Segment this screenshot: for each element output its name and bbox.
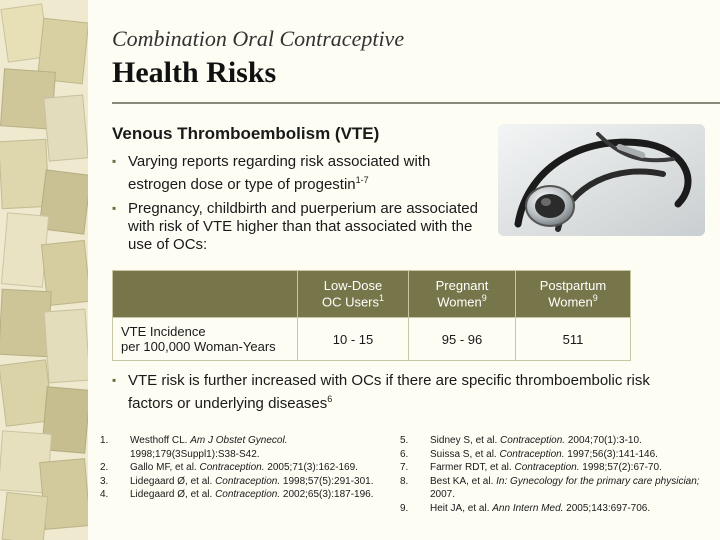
reference-details: 1998;179(3Suppl1):S38-S42.: [130, 448, 260, 460]
header-line2: Women: [548, 294, 593, 310]
reference-number: 6.: [400, 448, 409, 460]
bullet-text: VTE risk is further increased with OCs if there are specific thromboembolic risk factors or underlying diseases: [128, 372, 650, 412]
reference-details: 2004;70(1):3-10.: [565, 435, 642, 446]
header-line2: Women: [437, 294, 482, 310]
decorative-mosaic: [0, 0, 88, 540]
slide-subtitle: Combination Oral Contraceptive: [112, 26, 405, 51]
bullet-citation: 6: [327, 394, 333, 404]
row-label-line1: VTE Incidence: [121, 324, 206, 339]
table-header-row: [113, 271, 631, 318]
reference-authors: Best KA, et al.: [430, 475, 497, 487]
reference-details: 1998;57(5):291-301.: [280, 475, 374, 487]
header-citation: 9: [481, 293, 487, 304]
reference-journal: Am J Obstet Gynecol.: [190, 435, 288, 446]
reference-journal: Contraception.: [199, 462, 265, 473]
reference-number: 1.: [100, 435, 109, 446]
square-bullet-icon: ▪: [112, 201, 117, 215]
reference-details: 2005;71(3):162-169.: [264, 462, 358, 473]
reference-journal: Contraception.: [215, 489, 281, 500]
reference-number: 9.: [400, 502, 409, 514]
table-header-empty: [113, 271, 298, 318]
row-label-line2: per 100,000 Woman-Years: [121, 339, 276, 354]
header-citation: 1: [379, 293, 385, 304]
reference-item: [400, 461, 700, 475]
bullet-item: [112, 153, 482, 194]
reference-number: 7.: [400, 462, 409, 473]
stethoscope-photo: [498, 124, 705, 236]
square-bullet-icon: ▪: [112, 373, 117, 387]
reference-item: [400, 502, 700, 516]
header-citation: 9: [592, 293, 598, 304]
header-line2: OC Users: [321, 294, 380, 310]
reference-authors: Heit JA, et al.: [430, 502, 493, 514]
table-row: [113, 318, 631, 361]
row-label: [113, 318, 298, 361]
reference-details: 1997;56(3):141-146.: [564, 448, 658, 460]
reference-item: [100, 461, 400, 475]
reference-item: [400, 434, 700, 448]
reference-authors: Farmer RDT, et al.: [430, 462, 515, 473]
bullet-text: Pregnancy, childbirth and puerperium are associated with risk of VTE higher than that associated with the use of OCs:: [128, 200, 478, 253]
reference-details: 2007.: [430, 489, 456, 500]
references-left: [100, 434, 400, 502]
slide-title: Health Risks: [112, 56, 277, 89]
reference-journal: Contraception.: [500, 435, 566, 446]
reference-number: 2.: [100, 462, 109, 473]
bullet-item: [112, 372, 668, 413]
reference-number: 4.: [100, 489, 109, 500]
table-cell: 95 - 96: [409, 318, 516, 361]
table-cell: 10 - 15: [298, 318, 409, 361]
reference-authors: Lidegaard Ø, et al.: [130, 489, 216, 500]
header-line1: Low-Dose: [323, 278, 383, 294]
reference-authors: Sidney S, et al.: [430, 435, 501, 446]
reference-authors: Suissa S, et al.: [430, 448, 500, 460]
reference-item: [100, 475, 400, 489]
table-header-cell: [516, 271, 631, 318]
reference-journal: Contraception.: [499, 448, 565, 460]
table-header-cell: [409, 271, 516, 318]
reference-details: 2002;65(3):187-196.: [280, 489, 374, 500]
reference-number: 5.: [400, 435, 409, 446]
reference-authors: Lidegaard Ø, et al.: [130, 475, 216, 487]
reference-journal: In: Gynecology for the primary care physician;: [496, 475, 700, 487]
bullet-list: [112, 153, 482, 260]
reference-item: [400, 448, 700, 462]
reference-authors: Gallo MF, et al.: [130, 462, 200, 473]
reference-item: [400, 475, 700, 502]
title-area: [112, 26, 720, 90]
reference-journal: Ann Intern Med.: [492, 502, 564, 514]
title-divider: [112, 102, 720, 104]
section-title: Venous Thromboembolism (VTE): [112, 124, 380, 143]
reference-item: [100, 488, 400, 502]
reference-number: 3.: [100, 475, 109, 487]
bullet-text: Varying reports regarding risk associated with estrogen dose or type of progestin: [128, 153, 431, 193]
reference-journal: Contraception.: [215, 475, 281, 487]
square-bullet-icon: ▪: [112, 154, 117, 168]
header-line1: Pregnant: [435, 278, 489, 294]
reference-journal: Contraception.: [514, 462, 580, 473]
bullet-item: [112, 200, 482, 254]
references-right: [400, 434, 700, 515]
table-cell: 511: [516, 318, 631, 361]
table-header-cell: [298, 271, 409, 318]
reference-number: 8.: [400, 475, 409, 487]
reference-item: [100, 434, 400, 461]
reference-details: 1998;57(2):67-70.: [579, 462, 662, 473]
vte-incidence-table: [112, 270, 631, 361]
reference-authors: Westhoff CL.: [130, 435, 191, 446]
reference-details: 2005;143:697-706.: [563, 502, 651, 514]
header-line1: Postpartum: [539, 278, 607, 294]
bullet-citation: 1-7: [355, 175, 369, 185]
